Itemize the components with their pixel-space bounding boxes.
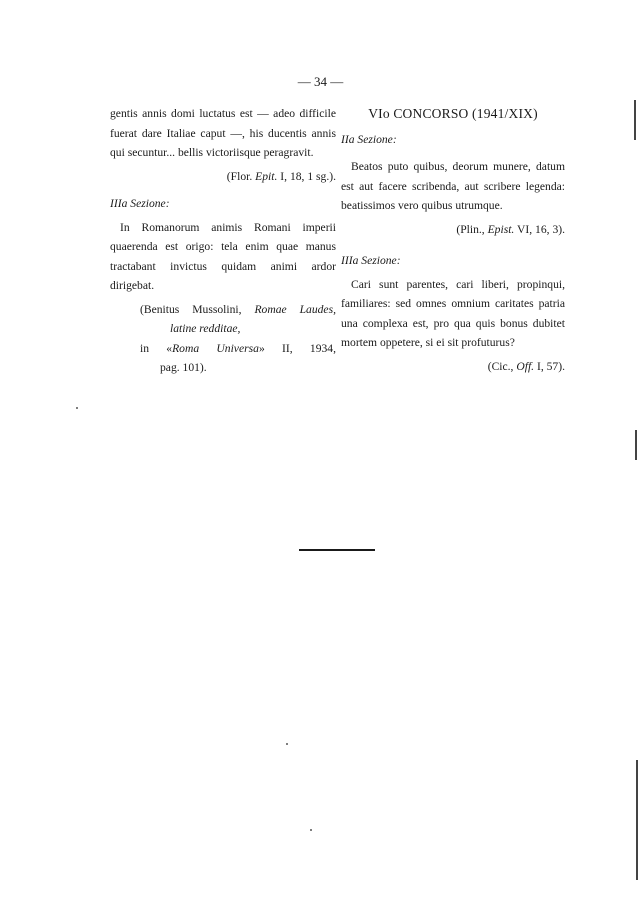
- scan-speck: [76, 407, 78, 409]
- pliny-citation: (Plin., Epist. VI, 16, 3).: [456, 222, 565, 236]
- scan-speck: [286, 743, 288, 745]
- section-3-passage-left: In Romanorum animis Romani imperii quaerenda est origo: tela enim quae manus tractabant invictus quidam animi ardor dirigebat.: [110, 220, 336, 292]
- cicero-citation: (Cic., Off. I, 57).: [487, 359, 565, 373]
- page-number: — 34 —: [297, 74, 344, 89]
- left-column: [110, 104, 336, 378]
- contest-heading: VIo CONCORSO (1941/XIX): [368, 106, 538, 121]
- scan-speck: [310, 829, 312, 831]
- section-3-heading-right: IIIa Sezione:: [341, 254, 401, 267]
- scan-edge-mark: [634, 100, 636, 140]
- source-line-2: latine redditae,: [170, 322, 241, 335]
- source-line-4: pag. 101).: [160, 361, 207, 374]
- florus-citation: (Flor. Epit. I, 18, 1 sg.).: [226, 169, 336, 183]
- section-3-heading-left: IIIa Sezione:: [110, 197, 170, 210]
- source-line-3: in «Roma Universa» II, 1934,: [140, 341, 336, 355]
- scan-edge-mark: [636, 760, 638, 880]
- section-2-heading: IIa Sezione:: [341, 132, 397, 146]
- section-2-passage: Beatos puto quibus, deorum munere, datum est aut facere scribenda, aut scribere legenda: beatissimos vero quibus utrumque.: [341, 160, 565, 212]
- opening-passage: gentis annis domi luctatus est — adeo difficile fuerat dare Italiae caput —, his ducentis annis qui secuntur... bellis victoriisque peragravit.: [110, 107, 336, 159]
- mussolini-source: [110, 300, 336, 378]
- scan-edge-mark: [635, 430, 637, 460]
- right-column: [341, 104, 565, 376]
- closing-rule: [299, 549, 375, 551]
- section-3-passage-right: Cari sunt parentes, cari liberi, propinqui, familiares: sed omnes omnium caritates patria una complexa est, pro qua quis bonus dubitet mortem oppetere, si ei sit profuturus?: [341, 277, 565, 349]
- source-line-1: (Benitus Mussolini, Romae Laudes,: [140, 302, 336, 316]
